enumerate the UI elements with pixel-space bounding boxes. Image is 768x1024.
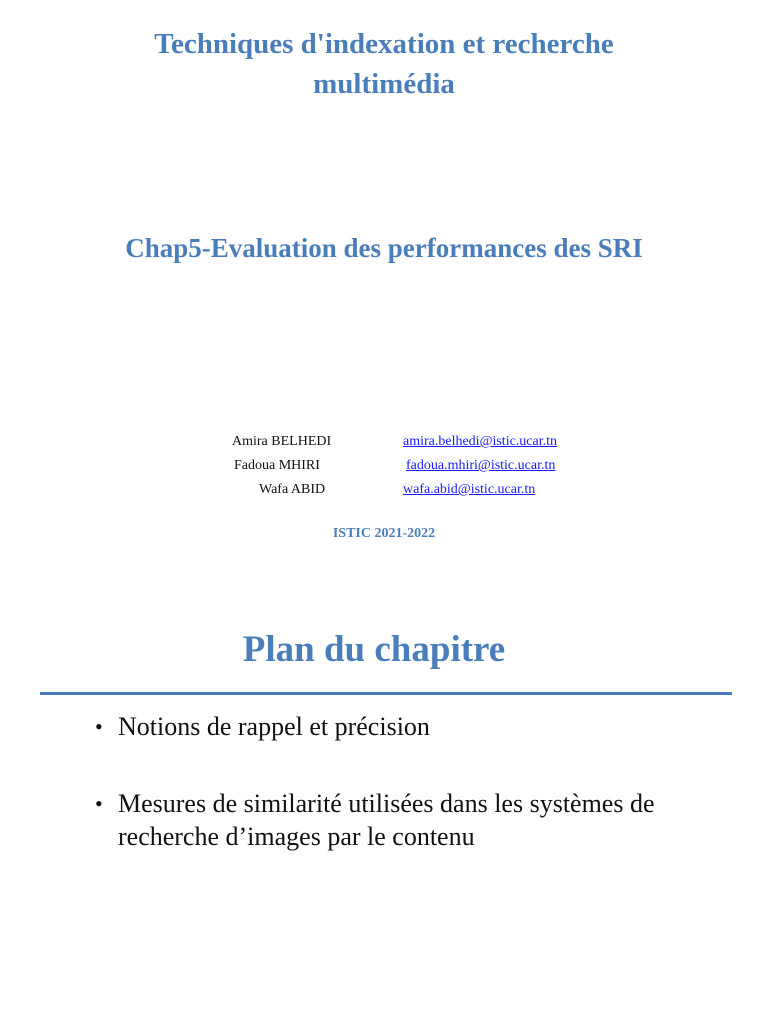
author-name-3: Wafa ABID [259, 482, 326, 497]
author-name-1: Amira BELHEDI [232, 434, 332, 449]
title-divider [40, 692, 732, 695]
plan-title: Plan du chapitre [242, 629, 506, 670]
author-email-link-1[interactable]: amira.belhedi@istic.ucar.tn [403, 434, 558, 449]
bullet-text-2: Mesures de similarité utilisées dans les systèmes de recherche d’images par le contenu [118, 789, 655, 851]
bullet-dot-icon: • [95, 714, 103, 739]
author-email-link-2[interactable]: fadoua.mhiri@istic.ucar.tn [406, 458, 556, 473]
author-email-link-3[interactable]: wafa.abid@istic.ucar.tn [403, 482, 536, 497]
bullet-item-1 [95, 710, 735, 743]
bullet-item-2 [95, 787, 735, 853]
course-title-line-1: Techniques d'indexation et recherche [154, 28, 614, 60]
bullet-text-1: Notions de rappel et précision [118, 712, 430, 741]
plan-slide [0, 590, 768, 1024]
course-title-line-2: multimédia [313, 68, 455, 100]
institution-year: ISTIC 2021-2022 [332, 526, 436, 541]
author-name-2: Fadoua MHIRI [234, 458, 320, 473]
bullet-dot-icon: • [95, 791, 103, 816]
course-title [60, 24, 708, 104]
chapter-title: Chap5-Evaluation des performances des SRI [125, 233, 643, 263]
